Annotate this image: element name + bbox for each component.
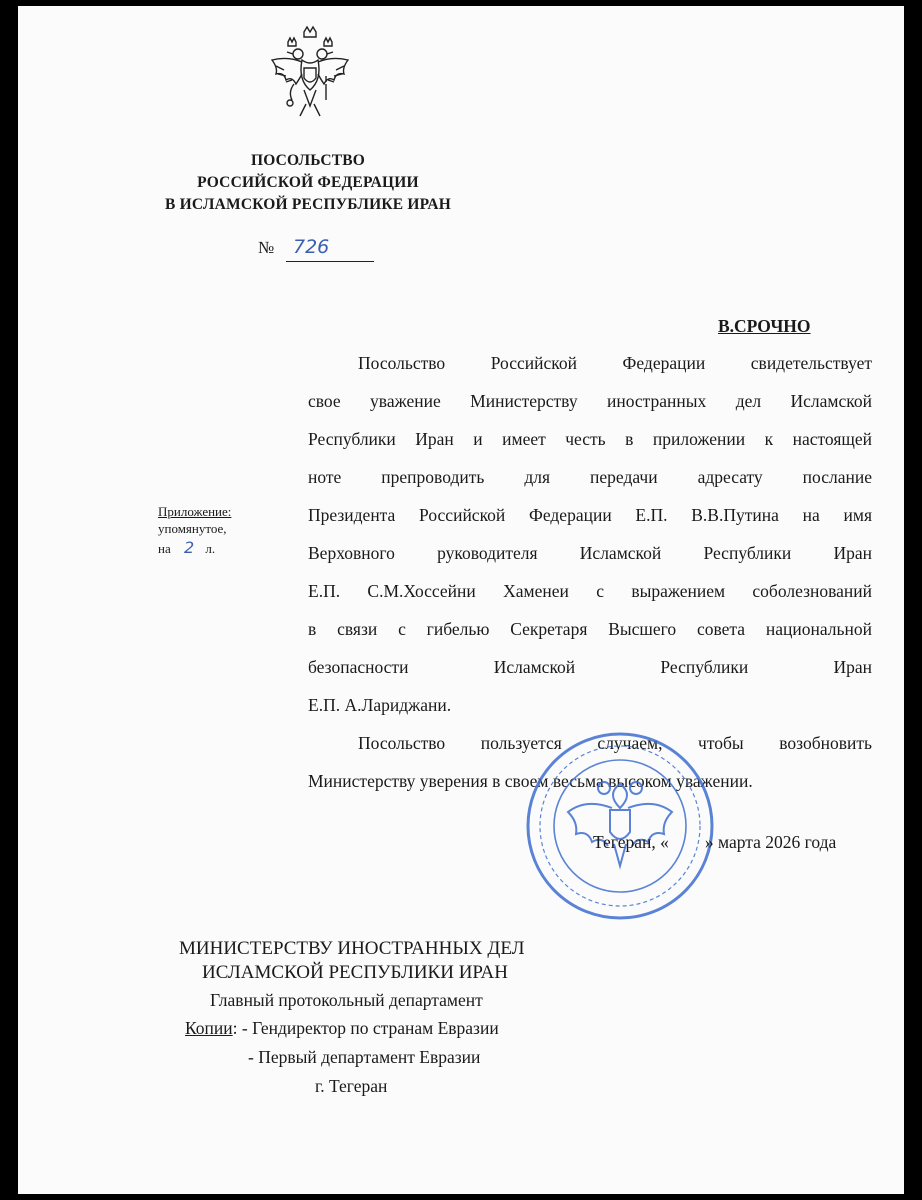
attachment-pages-prefix: на <box>158 541 171 556</box>
attachment-pages <box>158 538 215 557</box>
urgency-mark: В.СРОЧНО <box>718 316 811 336</box>
copy-recipient-1: : - Гендиректор по странам Евразии <box>232 1018 499 1038</box>
addressee-city: г. Тегеран <box>315 1076 388 1096</box>
copies-line-1 <box>185 1018 499 1039</box>
body-line: Е.П. С.М.Хоссейни Хаменеи с выражением соболезнований <box>308 581 872 601</box>
note-number-label: № <box>258 238 275 257</box>
attachment-description: упомянутое, <box>158 521 227 536</box>
addressee-department: Главный протокольный департамент <box>210 990 483 1010</box>
attachment-pages-count: 2 <box>183 538 195 557</box>
note-number-underline <box>286 261 374 262</box>
body-line: Верховного руководителя Исламской Республики Иран <box>308 543 872 563</box>
date-line <box>593 832 836 853</box>
copy-recipient-2: - Первый департамент Евразии <box>248 1047 481 1067</box>
document-page <box>18 6 904 1194</box>
eagle-emblem-icon <box>268 24 352 134</box>
body-line: Посольство Российской Федерации свидетельствует <box>358 353 872 373</box>
embassy-header-line-2: РОССИЙСКОЙ ФЕДЕРАЦИИ <box>197 174 419 191</box>
copies-label: Копии <box>185 1018 233 1038</box>
body-line: ноте препроводить для передачи адресату послание <box>308 467 872 487</box>
body-line: Посольство пользуется случаем, чтобы возобновить <box>358 733 872 753</box>
body-line: Е.П. А.Лариджани. <box>308 695 452 715</box>
date-close-quote: » <box>704 832 714 852</box>
embassy-seal-icon <box>520 726 720 926</box>
date-city: Тегеран, <box>593 832 656 852</box>
addressee-line-2: ИСЛАМСКОЙ РЕСПУБЛИКИ ИРАН <box>202 962 508 983</box>
body-line: Республики Иран и имеет честь в приложении к настоящей <box>308 429 872 449</box>
body-line: свое уважение Министерству иностранных дел Исламской <box>308 391 872 411</box>
body-line: безопасности Исламской Республики Иран <box>308 657 872 677</box>
embassy-header-line-1: ПОСОЛЬСТВО <box>250 152 366 169</box>
date-open-quote: « <box>660 832 669 852</box>
attachment-label: Приложение: <box>158 504 232 519</box>
note-number-value: 726 <box>293 236 330 258</box>
body-line: Министерству уверения в своем весьма высоком уважении. <box>308 771 753 791</box>
body-line: Президента Российской Федерации Е.П. В.В.Путина на имя <box>308 505 872 525</box>
embassy-header-line-3: В ИСЛАМСКОЙ РЕСПУБЛИКЕ ИРАН <box>164 196 452 213</box>
attachment-pages-suffix: л. <box>205 541 216 556</box>
addressee-line-1: МИНИСТЕРСТВУ ИНОСТРАННЫХ ДЕЛ <box>179 938 525 959</box>
body-line: в связи с гибелью Секретаря Высшего совета национальной <box>308 619 872 639</box>
date-month-year: марта 2026 года <box>718 832 837 852</box>
